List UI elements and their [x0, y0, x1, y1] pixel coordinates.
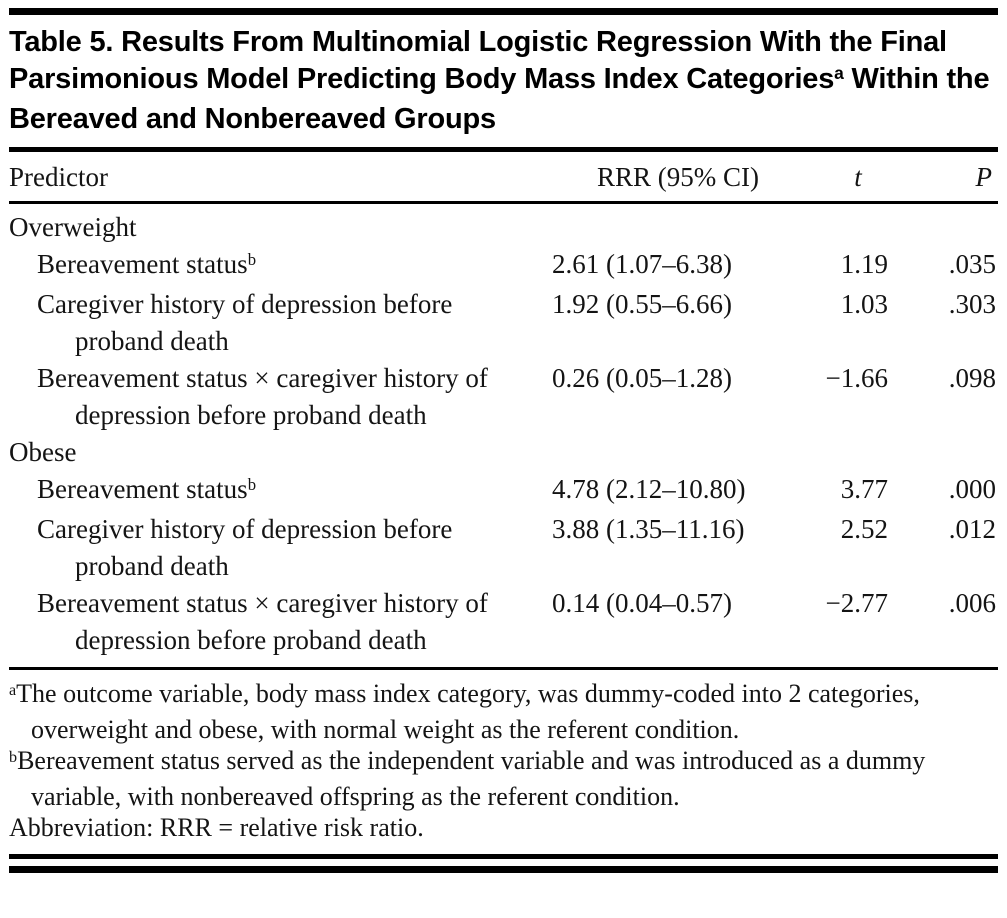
column-header-t: t — [854, 162, 862, 192]
predictor-cell: Bereavement status × caregiver history of depression before proband death — [37, 588, 488, 655]
rrr-ci-cell: 4.78 (2.12–10.80) — [552, 474, 746, 504]
section-header: Overweight — [9, 212, 137, 242]
table-title-text: Table 5. Results From Multinomial Logistic Regression With the Final Parsimonious Model Predicting Body Mass Index Categories — [9, 26, 947, 95]
rrr-ci-cell: 1.92 (0.55–6.66) — [552, 289, 732, 319]
predictor-cell: Bereavement status$^b$ — [37, 249, 257, 279]
t-value-cell: −2.77 — [825, 588, 888, 618]
t-value-cell: 1.03 — [840, 289, 888, 319]
t-value-cell: 3.77 — [840, 474, 888, 504]
journal-table — [9, 8, 998, 873]
footnote: $^a$The outcome variable, body mass index category, was dummy-coded into 2 categories, overweight and obese, with normal weight as the referent condition. — [9, 679, 920, 744]
table-row — [9, 360, 998, 434]
footnote-marker: b — [247, 250, 257, 270]
predictor-cell: Bereavement status × caregiver history of depression before proband death — [37, 363, 488, 430]
t-value-cell: 1.19 — [840, 249, 888, 279]
footnote-marker: b — [247, 475, 257, 495]
column-header-predictor: Predictor — [9, 162, 108, 192]
footnote-marker: a — [9, 681, 17, 699]
rrr-ci-cell: 3.88 (1.35–11.16) — [552, 514, 745, 544]
section-header: Obese — [9, 437, 77, 467]
top-rule — [9, 8, 998, 15]
footnote-marker: b — [9, 748, 18, 766]
p-value-cell: .035 — [948, 249, 996, 279]
predictor-cell: Caregiver history of depression before proband death — [37, 514, 453, 581]
column-header-rrr: RRR (95% CI) — [597, 162, 759, 192]
footnote-marker-a: a — [834, 63, 844, 84]
predictor-cell: Bereavement status$^b$ — [37, 474, 257, 504]
bottom-medium-rule — [9, 854, 998, 859]
table-row — [9, 246, 998, 286]
p-value-cell: .006 — [948, 588, 996, 618]
table-header-row — [9, 152, 998, 201]
table-title-text-end: Within the Bereaved and Nonbereaved Groups — [9, 63, 990, 135]
t-value-cell: 2.52 — [840, 514, 888, 544]
p-value-cell: .012 — [948, 514, 996, 544]
p-value-cell: .098 — [948, 363, 996, 393]
rrr-ci-cell: 0.14 (0.04–0.57) — [552, 588, 732, 618]
bottom-heavy-rule — [9, 866, 998, 873]
p-value-cell: .303 — [948, 289, 996, 319]
footnote: $^b$Bereavement status served as the independent variable and was introduced as a dummy variable, with nonbereaved offspring as the referent condition. — [9, 746, 926, 811]
t-value-cell: −1.66 — [825, 363, 888, 393]
table-row — [9, 511, 998, 585]
rrr-ci-cell: 0.26 (0.05–1.28) — [552, 363, 732, 393]
table-row — [9, 286, 998, 360]
rrr-ci-cell: 2.61 (1.07–6.38) — [552, 249, 732, 279]
table-body — [9, 204, 998, 667]
predictor-cell: Caregiver history of depression before proband death — [37, 289, 453, 356]
footnote: Abbreviation: RRR = relative risk ratio. — [9, 813, 424, 842]
table-row — [9, 471, 998, 511]
table-title — [9, 24, 998, 138]
column-header-p: P — [975, 162, 992, 192]
p-value-cell: .000 — [948, 474, 996, 504]
table-row — [9, 585, 998, 659]
footnotes — [9, 670, 998, 854]
